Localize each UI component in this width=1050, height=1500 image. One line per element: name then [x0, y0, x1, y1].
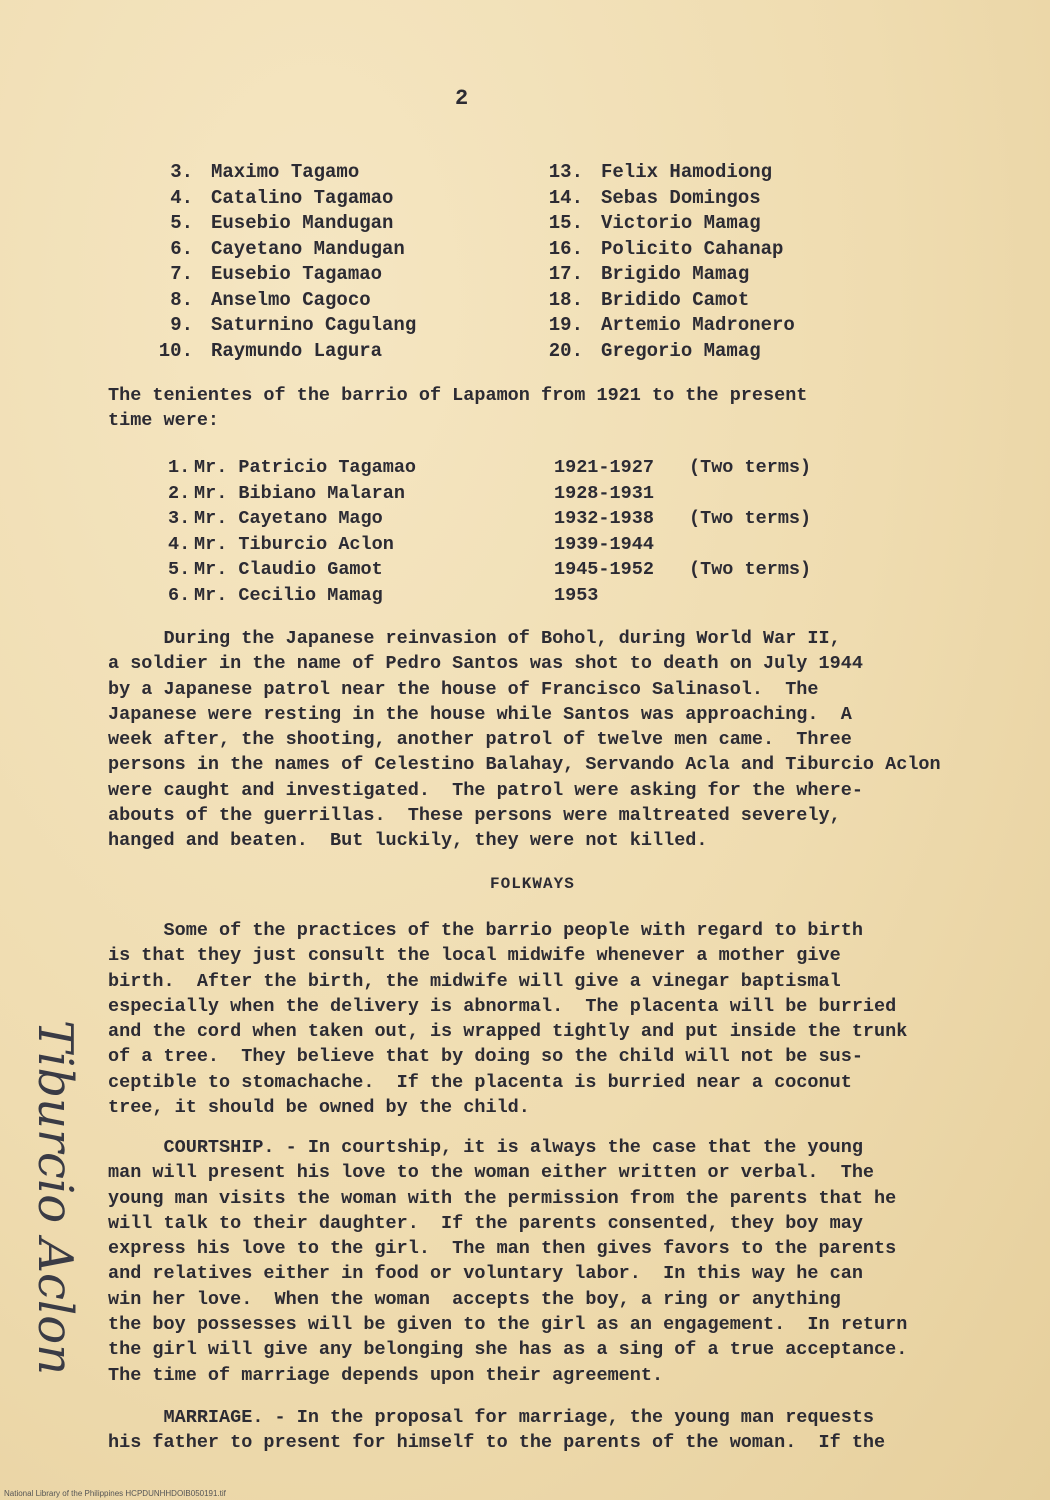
item-number: 3. — [170, 161, 193, 183]
teniente-row — [168, 506, 811, 532]
war-paragraph: During the Japanese reinvasion of Bohol, during World War II, a soldier in the name of Pedro Santos was shot to death on July 1944 by a Japanese patrol near the house of Francisco Salinasol. The Japanese were resting in the house while Santos was approaching. A week after, the shooting, another patrol of twelve men came. Three persons in the names of Celestino Balahay, Servando Acla and Tiburcio Aclon were caught and investigated. The patrol were asking for the where- abouts of the guerrillas. These persons were maltreated severely, hanged and beaten. But luckily, they were not killed. — [108, 628, 941, 852]
item-name: Felix Hamodiong — [601, 161, 773, 183]
list-item — [545, 313, 795, 339]
item-number: 20. — [548, 339, 583, 362]
teniente-name: Mr. Patricio Tagamao — [194, 457, 417, 478]
teniente-years: 1945-1952 — [554, 559, 654, 581]
teniente-number: 1. — [168, 457, 191, 478]
item-number: 4. — [170, 186, 193, 209]
item-name: Gregorio Mamag — [601, 339, 761, 362]
item-number: 14. — [548, 186, 583, 209]
item-number: 16. — [548, 237, 583, 260]
item-name: Bridido Camot — [601, 288, 750, 311]
teniente-years: 1953 — [554, 584, 599, 606]
list-item — [545, 262, 795, 288]
item-name: Policito Cahanap — [601, 237, 784, 260]
teniente-number: 6. — [168, 584, 191, 606]
item-number: 5. — [170, 212, 193, 234]
list-item — [545, 160, 795, 186]
item-number: 7. — [170, 263, 193, 285]
list-item — [545, 211, 795, 237]
birth-paragraph: Some of the practices of the barrio people with regard to birth is that they just consult the local midwife whenever a mother give birth. After the birth, the midwife will give a vinegar baptismal especially when the delivery is abnormal. The placenta will be burried and the cord when taken out, is wrapped tightly and put inside the trunk of a tree. They believe that by doing so the child will not be sus- ceptible to stomachache. If the placenta is burried near a coconut tree, it should be owned by the child. — [108, 920, 908, 1119]
name-list-right — [545, 160, 795, 364]
teniente-row — [168, 583, 811, 609]
folkways-heading: FOLKWAYS — [490, 875, 575, 893]
list-item — [155, 186, 416, 212]
item-number: 15. — [548, 212, 583, 234]
teniente-name: Mr. Cayetano Mago — [194, 508, 383, 530]
item-name: Victorio Mamag — [601, 212, 761, 234]
list-item — [155, 313, 416, 339]
item-name: Artemio Madronero — [601, 314, 795, 336]
teniente-number: 5. — [168, 559, 191, 581]
tenientes-intro: The tenientes of the barrio of Lapamon from 1921 to the present time were: — [108, 385, 808, 432]
teniente-number: 4. — [168, 533, 191, 555]
list-item — [155, 211, 416, 237]
item-number: 6. — [170, 237, 193, 260]
item-number: 19. — [548, 314, 583, 336]
teniente-note: (Two terms) — [689, 508, 812, 530]
item-number: 18. — [548, 288, 583, 311]
courtship-paragraph: COURTSHIP. - In courtship, it is always the case that the young man will present his love to the woman either written or verbal. The young man visits the woman with the permission from the parents that he will talk to their daughter. If the parents consented, they boy may express his love to the girl. The man then gives favors to the parents and relatives either in food or voluntary labor. In this way he can win her love. When the woman accepts the boy, a ring or anything the boy possesses will be given to the girl as an engagement. In return the girl will give any belonging she has as a sing of a true acceptance. The time of marriage depends upon their agreement. — [108, 1137, 908, 1386]
teniente-number: 3. — [168, 508, 191, 530]
item-name: Eusebio Mandugan — [211, 212, 394, 234]
teniente-name: Mr. Cecilio Mamag — [194, 584, 383, 606]
item-number: 10. — [158, 339, 193, 362]
item-name: Cayetano Mandugan — [211, 237, 405, 260]
teniente-note: (Two terms) — [689, 559, 812, 581]
list-item — [155, 339, 416, 365]
tenientes-list — [168, 455, 811, 609]
item-name: Anselmo Cagoco — [211, 288, 371, 311]
item-name: Eusebio Tagamao — [211, 263, 383, 285]
teniente-years: 1932-1938 — [554, 508, 654, 530]
item-name: Catalino Tagamao — [211, 186, 394, 209]
item-number: 17. — [548, 263, 583, 285]
name-list-left — [155, 160, 416, 364]
teniente-years: 1921-1927 — [554, 457, 654, 478]
teniente-note: (Two terms) — [689, 457, 812, 478]
teniente-name: Mr. Tiburcio Aclon — [194, 533, 394, 555]
item-number: 8. — [170, 288, 193, 311]
marriage-paragraph: MARRIAGE. - In the proposal for marriage, the young man requests his father to present for himself to the parents of the woman. If the — [108, 1407, 886, 1454]
teniente-row — [168, 455, 811, 481]
teniente-number: 2. — [168, 482, 191, 504]
item-number: 13. — [548, 161, 583, 183]
teniente-row — [168, 481, 811, 507]
item-number: 9. — [170, 314, 193, 336]
list-item — [545, 237, 795, 263]
list-item — [155, 262, 416, 288]
footer-text: National Library of the Philippines HCPDUNHHDOIB050191.tif — [4, 1489, 226, 1498]
teniente-row — [168, 557, 811, 583]
teniente-name: Mr. Bibiano Malaran — [194, 482, 405, 504]
handwritten-signature: Tiburcio Aclon — [27, 1020, 83, 1376]
list-item — [545, 339, 795, 365]
item-name: Saturnino Cagulang — [211, 314, 417, 336]
list-item — [155, 288, 416, 314]
list-item — [545, 186, 795, 212]
list-item — [155, 160, 416, 186]
teniente-years: 1939-1944 — [554, 533, 654, 555]
teniente-row — [168, 532, 811, 558]
item-name: Brigido Mamag — [601, 263, 750, 285]
item-name: Maximo Tagamo — [211, 161, 360, 183]
list-item — [545, 288, 795, 314]
item-name: Raymundo Lagura — [211, 339, 383, 362]
page-number: 2 — [455, 86, 469, 111]
list-item — [155, 237, 416, 263]
item-name: Sebas Domingos — [601, 186, 761, 209]
teniente-name: Mr. Claudio Gamot — [194, 559, 383, 581]
teniente-years: 1928-1931 — [554, 482, 654, 504]
